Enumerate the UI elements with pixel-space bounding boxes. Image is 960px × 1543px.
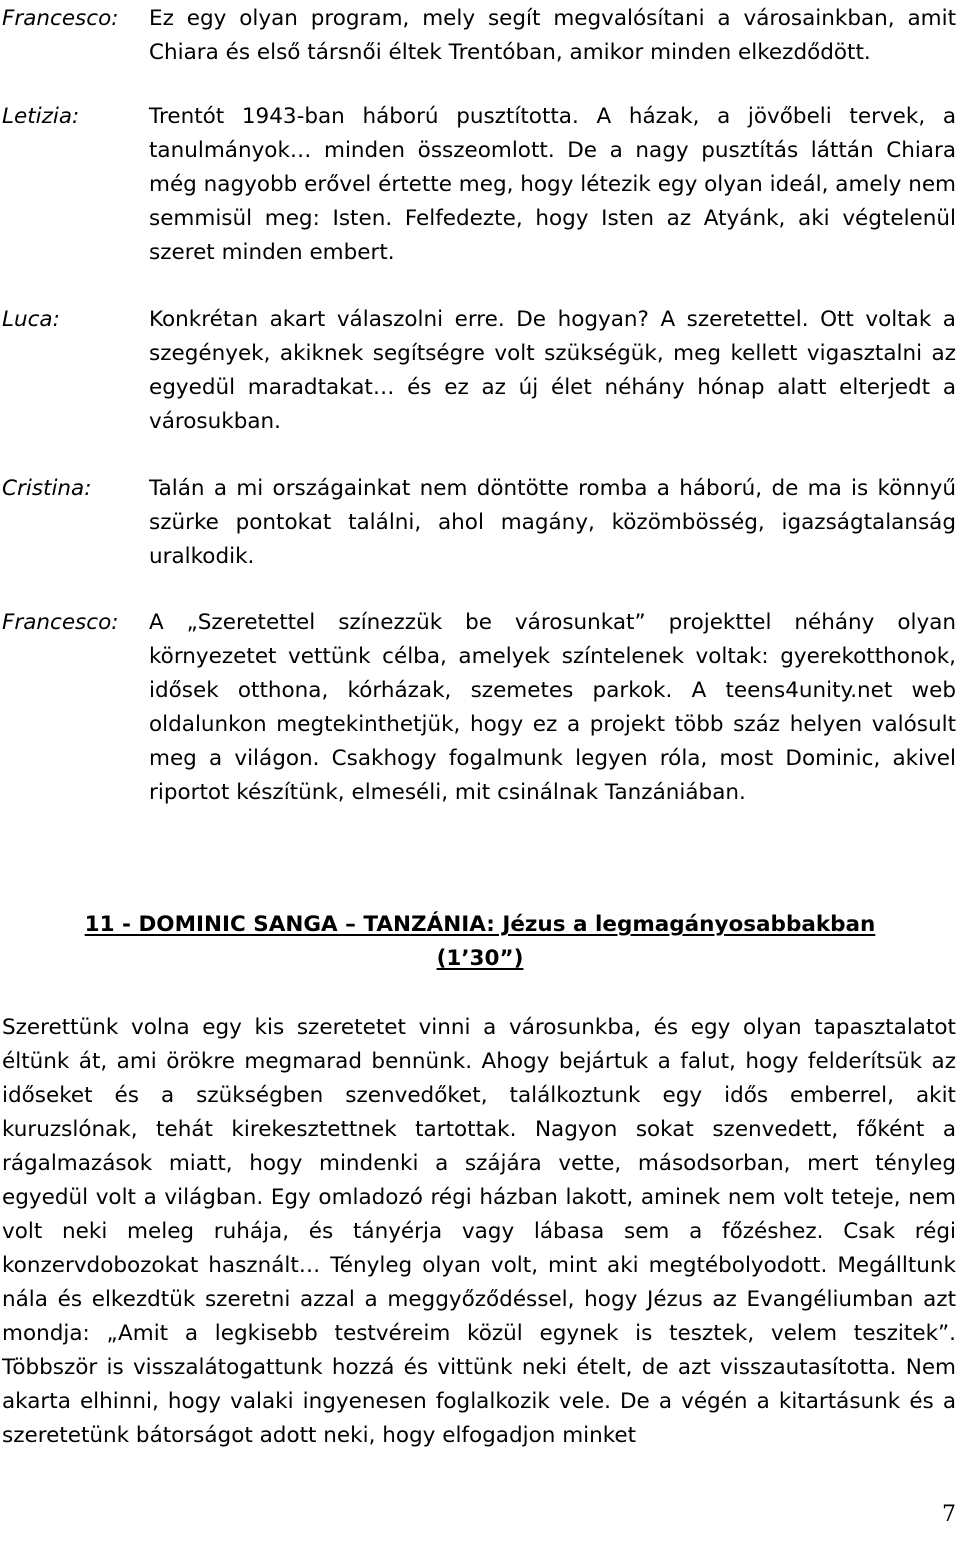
body-paragraph: Szerettünk volna egy kis szeretetet vinni a városunkba, és egy olyan tapasztalatot éltünk át, ami örökre megmarad bennünk. Ahogy bejártuk a falut, hogy felderítsük az időseket és a szükségben szenvedőket, találkoztunk egy idős emberrel, akit kuruzslónak, tehát kirekesztettnek tartottak. Nagyon sokat szenvedett, főként a rágalmazások miatt, hogy mindenki a szájára vette, másodsorban, mert tényleg egyedül volt a világban. Egy omladozó régi házban lakott, aminek nem volt teteje, nem volt neki meleg ruhája, és tányérja vagy lábasa sem a főzéshez. Csak régi konzervdobozokat használt… Tényleg olyan volt, mint aki megtébolyodott. Megálltunk nála és elkezdtük szeretni azzal a meggyőződéssel, hogy Jézus az Evangéliumban azt mondja: „Amit a legkisebb testvéreim közül egynek is tesztek, velem teszitek”. Többször is visszalátogattunk hozzá és vittünk neki ételt, de azt visszautasította. Nem akarta elhinni, hogy valaki ingyenesen foglalkozik vele. De a végén a kitartásunk és a szeretetünk bátorságot adott neki, hogy elfogadjon minket (2, 1015, 956, 1448)
speech-text: Ez egy olyan program, mely segít megvalósítani a városainkban, amit Chiara és első társnői éltek Trentóban, amikor minden elkezdődött. (149, 6, 956, 65)
speaker-name: Letizia: (2, 104, 80, 129)
section-title: 11 - DOMINIC SANGA – TANZÁNIA: Jézus a legmagányosabbakban (84, 912, 876, 937)
speech-text: Konkrétan akart válaszolni erre. De hogyan? A szeretettel. Ott voltak a szegények, akiknek segítségre volt szükségük, meg kellett vigasztalni az egyedül maradtakat… és ez az új élet néhány hónap alatt elterjedt a városukban. (149, 307, 956, 434)
section-heading (0, 908, 960, 976)
speech-text: Trentót 1943-ban háború pusztította. A házak, a jövőbeli tervek, a tanulmányok… minden összeomlott. De a nagy pusztítás láttán Chiara még nagyobb erővel értette meg, hogy létezik egy olyan ideál, amely nem semmisül meg: Isten. Felfedezte, hogy Isten az Atyánk, aki végtelenül szeret minden embert. (149, 104, 956, 265)
speaker-name: Cristina: (2, 476, 92, 501)
speaker-name: Francesco: (2, 610, 119, 635)
speech-text: A „Szeretettel színezzük be városunkat” projekttel néhány olyan környezetet vettünk célba, amelyek színtelenek voltak: gyerekotthonok, idősek otthona, kórházak, szemetes parkok. A teens4unity.net web oldalunkon megtekinthetjük, hogy ez a projekt több száz helyen valósult meg a világon. Csakhogy fogalmunk legyen róla, most Dominic, akivel riportot készítünk, elmeséli, mit csinálnak Tanzániában. (149, 610, 956, 805)
section-duration: (1’30”) (436, 946, 524, 971)
speaker-name: Luca: (2, 307, 60, 332)
speech-text: Talán a mi országainkat nem döntötte romba a háború, de ma is könnyű szürke pontokat találni, ahol magány, közömbösség, igazságtalanság uralkodik. (149, 476, 956, 569)
speaker-name: Francesco: (2, 6, 119, 31)
page-number: 7 (942, 1502, 956, 1527)
